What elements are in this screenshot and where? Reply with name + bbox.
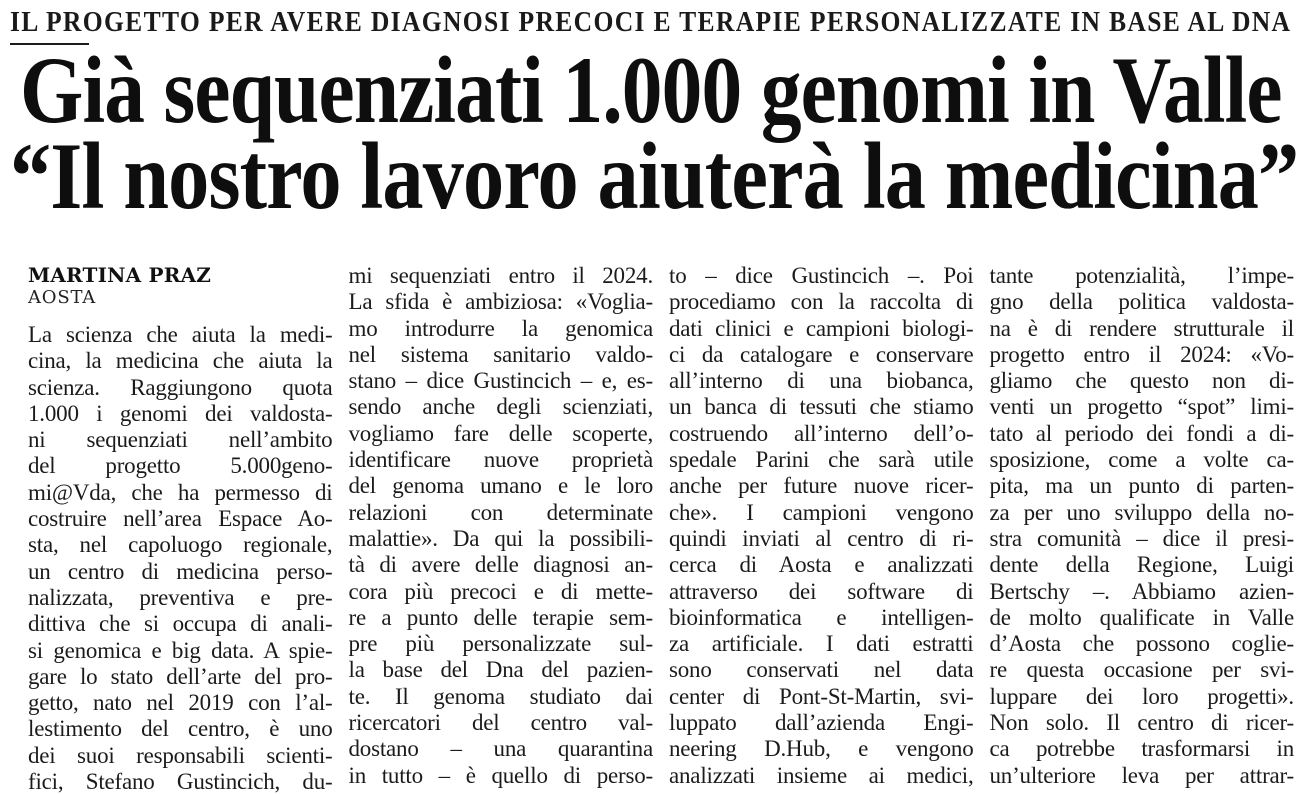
body-line: attraverso dei software di: [669, 578, 974, 604]
body-line: vogliamo fare delle scoperte,: [348, 420, 653, 446]
body-line: ricercatori del centro val-: [348, 710, 653, 736]
body-line: luppare dei loro progetti».: [989, 683, 1294, 709]
body-line: identificare nuove proprietà: [348, 447, 653, 473]
article-body: [28, 263, 1294, 794]
body-line: gare lo stato dell’arte del pro-: [28, 663, 333, 689]
headline-line-2: “Il nostro lavoro aiuterà la medicina”: [10, 123, 1299, 229]
body-line: del genoma umano e le loro: [348, 473, 653, 499]
body-line: che». I campioni vengono: [669, 499, 974, 525]
body-line: cina, la medicina che aiuta la: [28, 348, 333, 374]
body-line: center di Pont-St-Martin, svi-: [669, 683, 974, 709]
column-1-lines: [28, 322, 333, 794]
body-line: ci da catalogare e conservare: [669, 341, 974, 367]
body-line: mi@Vda, che ha permesso di: [28, 479, 333, 505]
column-1: [28, 263, 333, 794]
byline-location: AOSTA: [28, 287, 97, 308]
body-line: sposizione, come a volte ca-: [989, 447, 1294, 473]
body-line: relazioni con determinate: [348, 499, 653, 525]
body-line: cora più precoci e di mette-: [348, 578, 653, 604]
body-line: za per uno sviluppo della no-: [989, 499, 1294, 525]
column-2: [349, 263, 654, 794]
body-line: dostano – una quarantina: [348, 736, 653, 762]
body-line: analizzati insieme ai medici,: [669, 762, 974, 788]
body-line: Bertschy –. Abbiamo azien-: [989, 578, 1294, 604]
body-line: la base del Dna del pazien-: [348, 657, 653, 683]
body-line: gliamo che questo non di-: [989, 368, 1294, 394]
body-line: te. Il genoma studiato dai: [348, 683, 653, 709]
body-line: spedale Parini che sarà utile: [669, 447, 974, 473]
body-line: d’Aosta che possono coglie-: [989, 631, 1294, 657]
body-line: procediamo con la raccolta di: [669, 289, 974, 315]
body-line: malattie». Da qui la possibili-: [348, 525, 653, 551]
body-line: scienza. Raggiungono quota: [28, 374, 333, 400]
body-line: sono conservati nel data: [669, 657, 974, 683]
body-line: progetto entro il 2024: «Vo-: [989, 341, 1294, 367]
body-line: sta, nel capoluogo regionale,: [28, 532, 333, 558]
byline: [28, 263, 333, 309]
headline-line-1: Già sequenziati 1.000 genomi in Valle: [20, 37, 1282, 143]
body-line: ca potrebbe trasformarsi in: [989, 736, 1294, 762]
body-line: pre più personalizzate sul-: [348, 631, 653, 657]
body-line: un centro di medicina perso-: [28, 558, 333, 584]
body-line: neering D.Hub, e vengono: [669, 736, 974, 762]
body-line: tante potenzialità, l’impe-: [989, 263, 1294, 288]
body-line: to – dice Gustincich –. Poi: [669, 263, 974, 288]
body-line: del progetto 5.000geno-: [28, 453, 333, 479]
body-line: gno della politica valdosta-: [989, 289, 1294, 315]
body-line: nalizzata, preventiva e pre-: [28, 584, 333, 610]
column-2-lines: [349, 263, 654, 789]
kicker: [10, 6, 1308, 39]
body-line: dei suoi responsabili scienti-: [28, 742, 333, 768]
body-line: Non solo. Il centro di ricer-: [989, 710, 1294, 736]
body-line: na è di rendere strutturale il: [989, 315, 1294, 341]
body-line: La sfida è ambiziosa: «Voglia-: [348, 289, 653, 315]
body-line: lestimento del centro, è uno: [28, 716, 333, 742]
body-line: mi sequenziati entro il 2024.: [348, 263, 653, 288]
column-3: [669, 263, 974, 794]
body-line: all’interno di una biobanca,: [669, 368, 974, 394]
body-line: tato al periodo dei fondi a di-: [989, 420, 1294, 446]
body-line: ni sequenziati nell’ambito: [28, 427, 333, 453]
body-line: si genomica e big data. A spie-: [28, 637, 333, 663]
body-line: dente della Regione, Luigi: [989, 552, 1294, 578]
body-line: 1.000 i genomi dei valdosta-: [28, 400, 333, 426]
body-line: un banca di tessuti che stiamo: [669, 394, 974, 420]
body-line: costruendo all’interno dell’o-: [669, 420, 974, 446]
body-line: tà di avere delle diagnosi an-: [348, 552, 653, 578]
byline-author: MARTINA PRAZ: [28, 263, 212, 287]
body-line: stra comunità – dice il presi-: [989, 525, 1294, 551]
body-line: re a punto delle terapie sem-: [348, 604, 653, 630]
column-3-lines: [669, 263, 974, 789]
kicker-text: IL PROGETTO PER AVERE DIAGNOSI PRECOCI E TERAPIE PERSONALIZZATE IN BASE AL DNA: [10, 6, 1292, 38]
body-line: dittiva che si occupa di anali-: [28, 611, 333, 637]
body-line: luppato dall’azienda Engi-: [669, 710, 974, 736]
headline: [10, 37, 1308, 229]
body-line: mo introdurre la genomica: [348, 315, 653, 341]
body-line: re questa occasione per svi-: [989, 657, 1294, 683]
body-line: za artificiale. I dati estratti: [669, 631, 974, 657]
body-line: bioinformatica e intelligen-: [669, 604, 974, 630]
body-line: sendo anche degli scienziati,: [348, 394, 653, 420]
body-line: anche per future nuove ricer-: [669, 473, 974, 499]
body-line: venti un progetto “spot” limi-: [989, 394, 1294, 420]
body-line: stano – dice Gustincich – e, es-: [348, 368, 653, 394]
column-4-lines: [990, 263, 1295, 789]
body-line: pita, ma un punto di parten-: [989, 473, 1294, 499]
body-line: nel sistema sanitario valdo-: [348, 341, 653, 367]
body-line: un’ulteriore leva per attrar-: [989, 762, 1294, 788]
body-line: cerca di Aosta e analizzati: [669, 552, 974, 578]
body-line: getto, nato nel 2019 con l’al-: [28, 690, 333, 716]
body-line: fici, Stefano Gustincich, du-: [28, 769, 333, 794]
column-4: [990, 263, 1295, 794]
body-line: La scienza che aiuta la medi-: [28, 322, 333, 347]
body-line: costruire nell’area Espace Ao-: [28, 506, 333, 532]
body-line: de molto qualificate in Valle: [989, 604, 1294, 630]
body-line: in tutto – è quello di perso-: [348, 762, 653, 788]
body-line: quindi inviati al centro di ri-: [669, 525, 974, 551]
body-line: dati clinici e campioni biologi-: [669, 315, 974, 341]
